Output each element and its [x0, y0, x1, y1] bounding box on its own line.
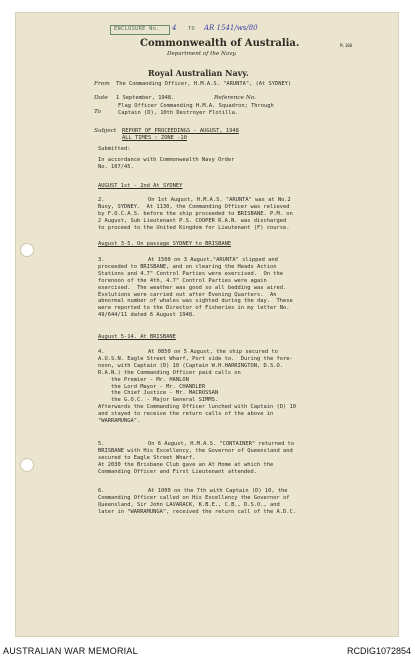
text-line: On 1st August, H.M.A.S. "ARUNTA" was at No.2 — [148, 197, 291, 203]
subject-line2: ALL TIMES : ZONE -10 — [122, 135, 187, 141]
text-line: At 2030 the Brisbane Club gave an At Home at which the — [98, 461, 274, 468]
text-line: At 0850 on 5 August, the ship secured to — [148, 349, 278, 355]
text-line: exercised. The weather was good so all bedding was aired. — [98, 284, 287, 291]
text-line: and stayed to receive the return calls of the above in — [98, 411, 274, 418]
text-line: the Lord Mayor - Mr. CHANDLER — [98, 383, 206, 390]
text-line: At 1000 on the 7th with Captain (D) 10, the — [148, 488, 288, 494]
section-4-body — [98, 349, 296, 425]
from-label: From — [94, 81, 110, 87]
text-line: 2 August, Sub Lieutenant P.S. COOPER R.A.N. was discharged — [98, 217, 287, 224]
text-line: 49/644/11 dated 6 August 1948. — [98, 312, 196, 319]
text-line: by F.O.C.A.S. before the ship proceeded to BRISBANE. P.M. on — [98, 210, 293, 217]
service-heading: Royal Australian Navy. — [148, 68, 249, 78]
subject-line1: REPORT OF PROCEEDINGS - AUGUST, 1948 — [122, 128, 239, 134]
text-line: Stations and 4.7" Control Parties were exercised. On the — [98, 270, 283, 277]
punch-hole — [20, 243, 34, 257]
paragraph-number: 3. — [98, 257, 105, 263]
text-line: "WARRAMUNGA". — [98, 418, 141, 425]
text-line: Afterwards the Commanding Officer lunched with Captain (D) 10 — [98, 404, 296, 411]
form-number: M.100 — [340, 43, 353, 48]
text-line: forenoon of the 4th, 4.7" Control Parties were again — [98, 277, 267, 284]
punch-hole — [20, 458, 34, 472]
paragraph-number: 2. — [98, 197, 105, 203]
text-line: Buoy, SYDNEY. At 1130, the Commanding Officer was relieved — [98, 203, 290, 210]
enclosure-number: 4 — [172, 24, 177, 32]
text-line: were reported to the Director of Fisheries in my letter No. — [98, 305, 290, 312]
text-line: Commanding Officer called on His Excellency the Governor of — [98, 494, 290, 501]
section-heading: August 5-14. At BRISBANE — [98, 334, 176, 340]
text-line: noon, with Captain (D) 10 (Captain W.H.HARRINGTON, D.S.O. — [98, 362, 283, 369]
reference-label: Reference No. — [214, 95, 257, 101]
text-line: later in "WARRAMUNGA", received the return call of the A.D.C. — [98, 508, 296, 515]
intro-paragraph: In accordance with Commonwealth Navy Order No. 107/45. — [98, 157, 235, 170]
enclosure-to: TO — [188, 26, 196, 32]
to-value-line1: Flag Officer Commanding H.M.A. Squadron; Through — [118, 103, 274, 109]
text-line: the G.O.C. - Major General SIMMS. — [98, 397, 219, 404]
text-line: Commanding Officer and First Lieutenant attended. — [98, 468, 258, 475]
enclosure-stamp-label: ENCLOSURE No. — [114, 26, 160, 32]
archive-id: RCDIG1072854 — [346, 646, 411, 656]
text-line: R.A.N.) the Commanding Officer paid calls on — [98, 369, 241, 376]
submitted: Submitted: — [98, 146, 131, 152]
to-label: To — [94, 109, 101, 115]
archive-credit: AUSTRALIAN WAR MEMORIAL — [3, 646, 138, 656]
subject-label: Subject — [94, 128, 117, 134]
text-line: proceeded to BRISBANE, and on clearing the Heads Action — [98, 263, 277, 270]
section-5-body — [98, 441, 294, 476]
date-value: 1 September, 1948. — [116, 95, 175, 101]
file-reference-handwritten: AR 1541/ws/80 — [204, 24, 258, 32]
text-line: Queensland, Sir John LAVARACK, K.B.E., C.B., D.S.O., and — [98, 501, 280, 508]
text-line: BRISBANE with His Excellency, the Governor of Queensland and — [98, 447, 293, 454]
text-line: the Chief Justice - Mr. MACROSSAN — [98, 390, 219, 397]
text-line: abnormal number of whales was sighted during the day. These — [98, 298, 293, 305]
section-2-body — [98, 197, 293, 232]
section-6-body — [98, 488, 296, 516]
text-line: On 6 August, H.M.A.S. "CONTAINER" returned to — [148, 441, 295, 447]
text-line: secured to Eagle Street Wharf. — [98, 454, 196, 461]
text-line: the Premier - Mr. HANLON — [98, 376, 189, 383]
paragraph-number: 5. — [98, 441, 105, 447]
section-heading: AUGUST 1st - 2nd At SYDNEY — [98, 183, 183, 189]
section-heading: August 3-5. On passage SYDNEY to BRISBANE — [98, 241, 232, 247]
document-title: Commonwealth of Australia. — [140, 38, 300, 49]
to-value-line2: Captain (D), 10th Destroyer Flotilla. — [118, 110, 239, 116]
section-3-body — [98, 257, 293, 319]
paragraph-number: 4. — [98, 349, 105, 355]
from-value: The Commanding Officer, H.M.A.S. "ARUNTA", (At SYDNEY) — [116, 81, 292, 87]
department-line: Department of the Navy. — [167, 51, 237, 57]
paragraph-number: 6. — [98, 488, 105, 494]
text-line: At 1500 on 3 August,"ARUNTA" slipped and — [148, 257, 278, 263]
date-label: Date — [94, 95, 108, 101]
text-line: Evolutions were carried out after Evening Quarters. An — [98, 291, 277, 298]
text-line: A.U.S.N. Eagle Street Wharf, Port side to. During the fore- — [98, 355, 293, 362]
text-line: to proceed to the United Kingdom for Lieutenant (F) course. — [98, 224, 290, 231]
